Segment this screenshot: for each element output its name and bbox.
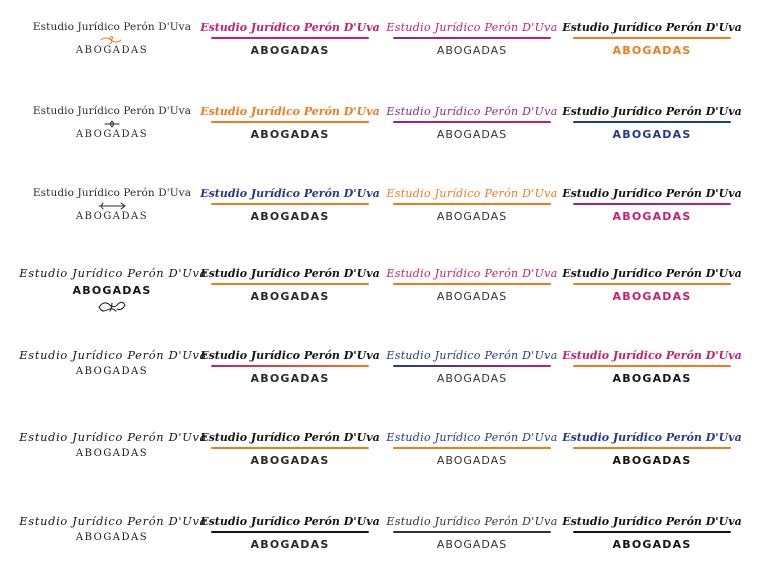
logo-variant-r4c1 [19, 267, 208, 315]
logo-variant-r6c4 [562, 432, 742, 466]
logo-underline [393, 121, 551, 123]
logo-firm-name: Estudio Jurídico Perón D'Uva [200, 515, 380, 528]
logo-variant-r5c3 [382, 350, 562, 384]
logo-underline [211, 531, 369, 533]
logo-subtitle: ABOGADAS [250, 289, 330, 303]
logo-subtitle: ABOGADAS [436, 289, 508, 303]
logo-firm-name: Estudio Jurídico Perón D'Uva [200, 21, 380, 34]
logo-variant-r2c4 [562, 106, 742, 140]
logo-underline [573, 121, 731, 123]
logo-firm-name: Estudio Jurídico Perón D'Uva [386, 187, 558, 200]
logo-subtitle: ABOGADAS [436, 453, 508, 467]
logo-subtitle: ABOGADAS [75, 448, 149, 459]
logo-variant-r3c2 [200, 188, 380, 222]
logo-subtitle: ABOGADAS [72, 284, 152, 297]
logo-subtitle: ABOGADAS [612, 371, 692, 385]
logo-subtitle: ABOGADAS [75, 210, 149, 222]
logo-firm-name: Estudio Jurídico Perón D'Uva [19, 431, 208, 444]
logo-underline [573, 365, 731, 367]
logo-firm-name: Estudio Jurídico Perón D'Uva [562, 515, 742, 528]
logo-subtitle: ABOGADAS [75, 128, 149, 140]
logo-underline [573, 283, 731, 285]
logo-firm-name: Estudio Jurídico Perón D'Uva [19, 267, 208, 280]
logo-variant-r5c1 [19, 349, 208, 377]
logo-firm-name: Estudio Jurídico Perón D'Uva [562, 105, 742, 118]
logo-underline [211, 283, 369, 285]
logo-subtitle: ABOGADAS [612, 289, 692, 303]
logo-underline [211, 447, 369, 449]
logo-subtitle: ABOGADAS [250, 453, 330, 467]
logo-variant-r7c2 [200, 516, 380, 550]
logo-variant-r1c2 [200, 22, 380, 56]
logo-subtitle: ABOGADAS [436, 209, 508, 223]
logo-underline [211, 121, 369, 123]
logo-underline [573, 203, 731, 205]
logo-variant-r4c2 [200, 268, 380, 302]
logo-subtitle: ABOGADAS [250, 127, 330, 141]
logo-firm-name: Estudio Jurídico Perón D'Uva [562, 267, 742, 280]
logo-subtitle: ABOGADAS [612, 453, 692, 467]
logo-variant-r7c1 [19, 515, 208, 543]
leaf-flourish-ornament-icon [99, 36, 125, 44]
logo-subtitle: ABOGADAS [75, 366, 149, 377]
logo-subtitle: ABOGADAS [436, 371, 508, 385]
logo-underline [211, 203, 369, 205]
logo-variant-r6c1 [19, 431, 208, 459]
logo-firm-name: Estudio Jurídico Perón D'Uva [200, 105, 380, 118]
logo-subtitle: ABOGADAS [250, 537, 330, 551]
logo-subtitle: ABOGADAS [250, 371, 330, 385]
logo-firm-name: Estudio Jurídico Perón D'Uva [200, 431, 380, 444]
logo-underline [393, 447, 551, 449]
logo-firm-name: Estudio Jurídico Perón D'Uva [386, 349, 558, 362]
logo-variant-r5c4 [562, 350, 742, 384]
logo-underline [393, 37, 551, 39]
logo-subtitle: ABOGADAS [612, 43, 692, 57]
logo-subtitle: ABOGADAS [75, 44, 149, 56]
logo-firm-name: Estudio Jurídico Perón D'Uva [386, 431, 558, 444]
logo-underline [573, 37, 731, 39]
logo-firm-name: Estudio Jurídico Perón D'Uva [200, 267, 380, 280]
logo-variant-r7c3 [382, 516, 562, 550]
logo-variant-r5c2 [200, 350, 380, 384]
logo-variant-r2c2 [200, 106, 380, 140]
logo-variant-r1c4 [562, 22, 742, 56]
logo-variant-r2c3 [382, 106, 562, 140]
logo-variant-r4c4 [562, 268, 742, 302]
logo-firm-name: Estudio Jurídico Perón D'Uva [562, 21, 742, 34]
logo-firm-name: Estudio Jurídico Perón D'Uva [386, 21, 558, 34]
logo-subtitle: ABOGADAS [250, 209, 330, 223]
logo-firm-name: Estudio Jurídico Perón D'Uva [386, 267, 558, 280]
logo-subtitle: ABOGADAS [436, 43, 508, 57]
logo-firm-name: Estudio Jurídico Perón D'Uva [32, 105, 192, 117]
logo-variant-r6c2 [200, 432, 380, 466]
logo-subtitle: ABOGADAS [436, 127, 508, 141]
logo-variant-r3c3 [382, 188, 562, 222]
logo-underline [393, 283, 551, 285]
logo-firm-name: Estudio Jurídico Perón D'Uva [386, 105, 558, 118]
logo-underline [393, 365, 551, 367]
logo-underline [393, 531, 551, 533]
logo-subtitle: ABOGADAS [250, 43, 330, 57]
scroll-flourish-ornament-icon [96, 299, 128, 315]
logo-firm-name: Estudio Jurídico Perón D'Uva [386, 515, 558, 528]
logo-subtitle: ABOGADAS [75, 532, 149, 543]
arrow-flourish-ornament-icon [97, 202, 127, 210]
logo-subtitle: ABOGADAS [612, 209, 692, 223]
logo-firm-name: Estudio Jurídico Perón D'Uva [200, 187, 380, 200]
logo-underline [573, 447, 731, 449]
logo-subtitle: ABOGADAS [612, 127, 692, 141]
logo-variant-r1c3 [382, 22, 562, 56]
logo-firm-name: Estudio Jurídico Perón D'Uva [562, 187, 742, 200]
logo-firm-name: Estudio Jurídico Perón D'Uva [200, 349, 380, 362]
logo-firm-name: Estudio Jurídico Perón D'Uva [562, 431, 742, 444]
logo-subtitle: ABOGADAS [612, 537, 692, 551]
logo-firm-name: Estudio Jurídico Perón D'Uva [32, 187, 192, 199]
logo-variant-r3c4 [562, 188, 742, 222]
logo-variant-r6c3 [382, 432, 562, 466]
logo-underline [211, 37, 369, 39]
logo-firm-name: Estudio Jurídico Perón D'Uva [19, 349, 208, 362]
small-leaf-ornament-icon [103, 120, 121, 128]
logo-variant-r3c1 [22, 188, 202, 222]
logo-firm-name: Estudio Jurídico Perón D'Uva [562, 349, 742, 362]
logo-underline [393, 203, 551, 205]
logo-underline [211, 365, 369, 367]
logo-firm-name: Estudio Jurídico Perón D'Uva [19, 515, 208, 528]
logo-underline [573, 531, 731, 533]
logo-variant-r1c1 [22, 22, 202, 56]
logo-subtitle: ABOGADAS [436, 537, 508, 551]
logo-variant-r2c1 [22, 106, 202, 140]
logo-variant-r7c4 [562, 516, 742, 550]
logo-variant-r4c3 [382, 268, 562, 302]
logo-firm-name: Estudio Jurídico Perón D'Uva [32, 21, 192, 33]
